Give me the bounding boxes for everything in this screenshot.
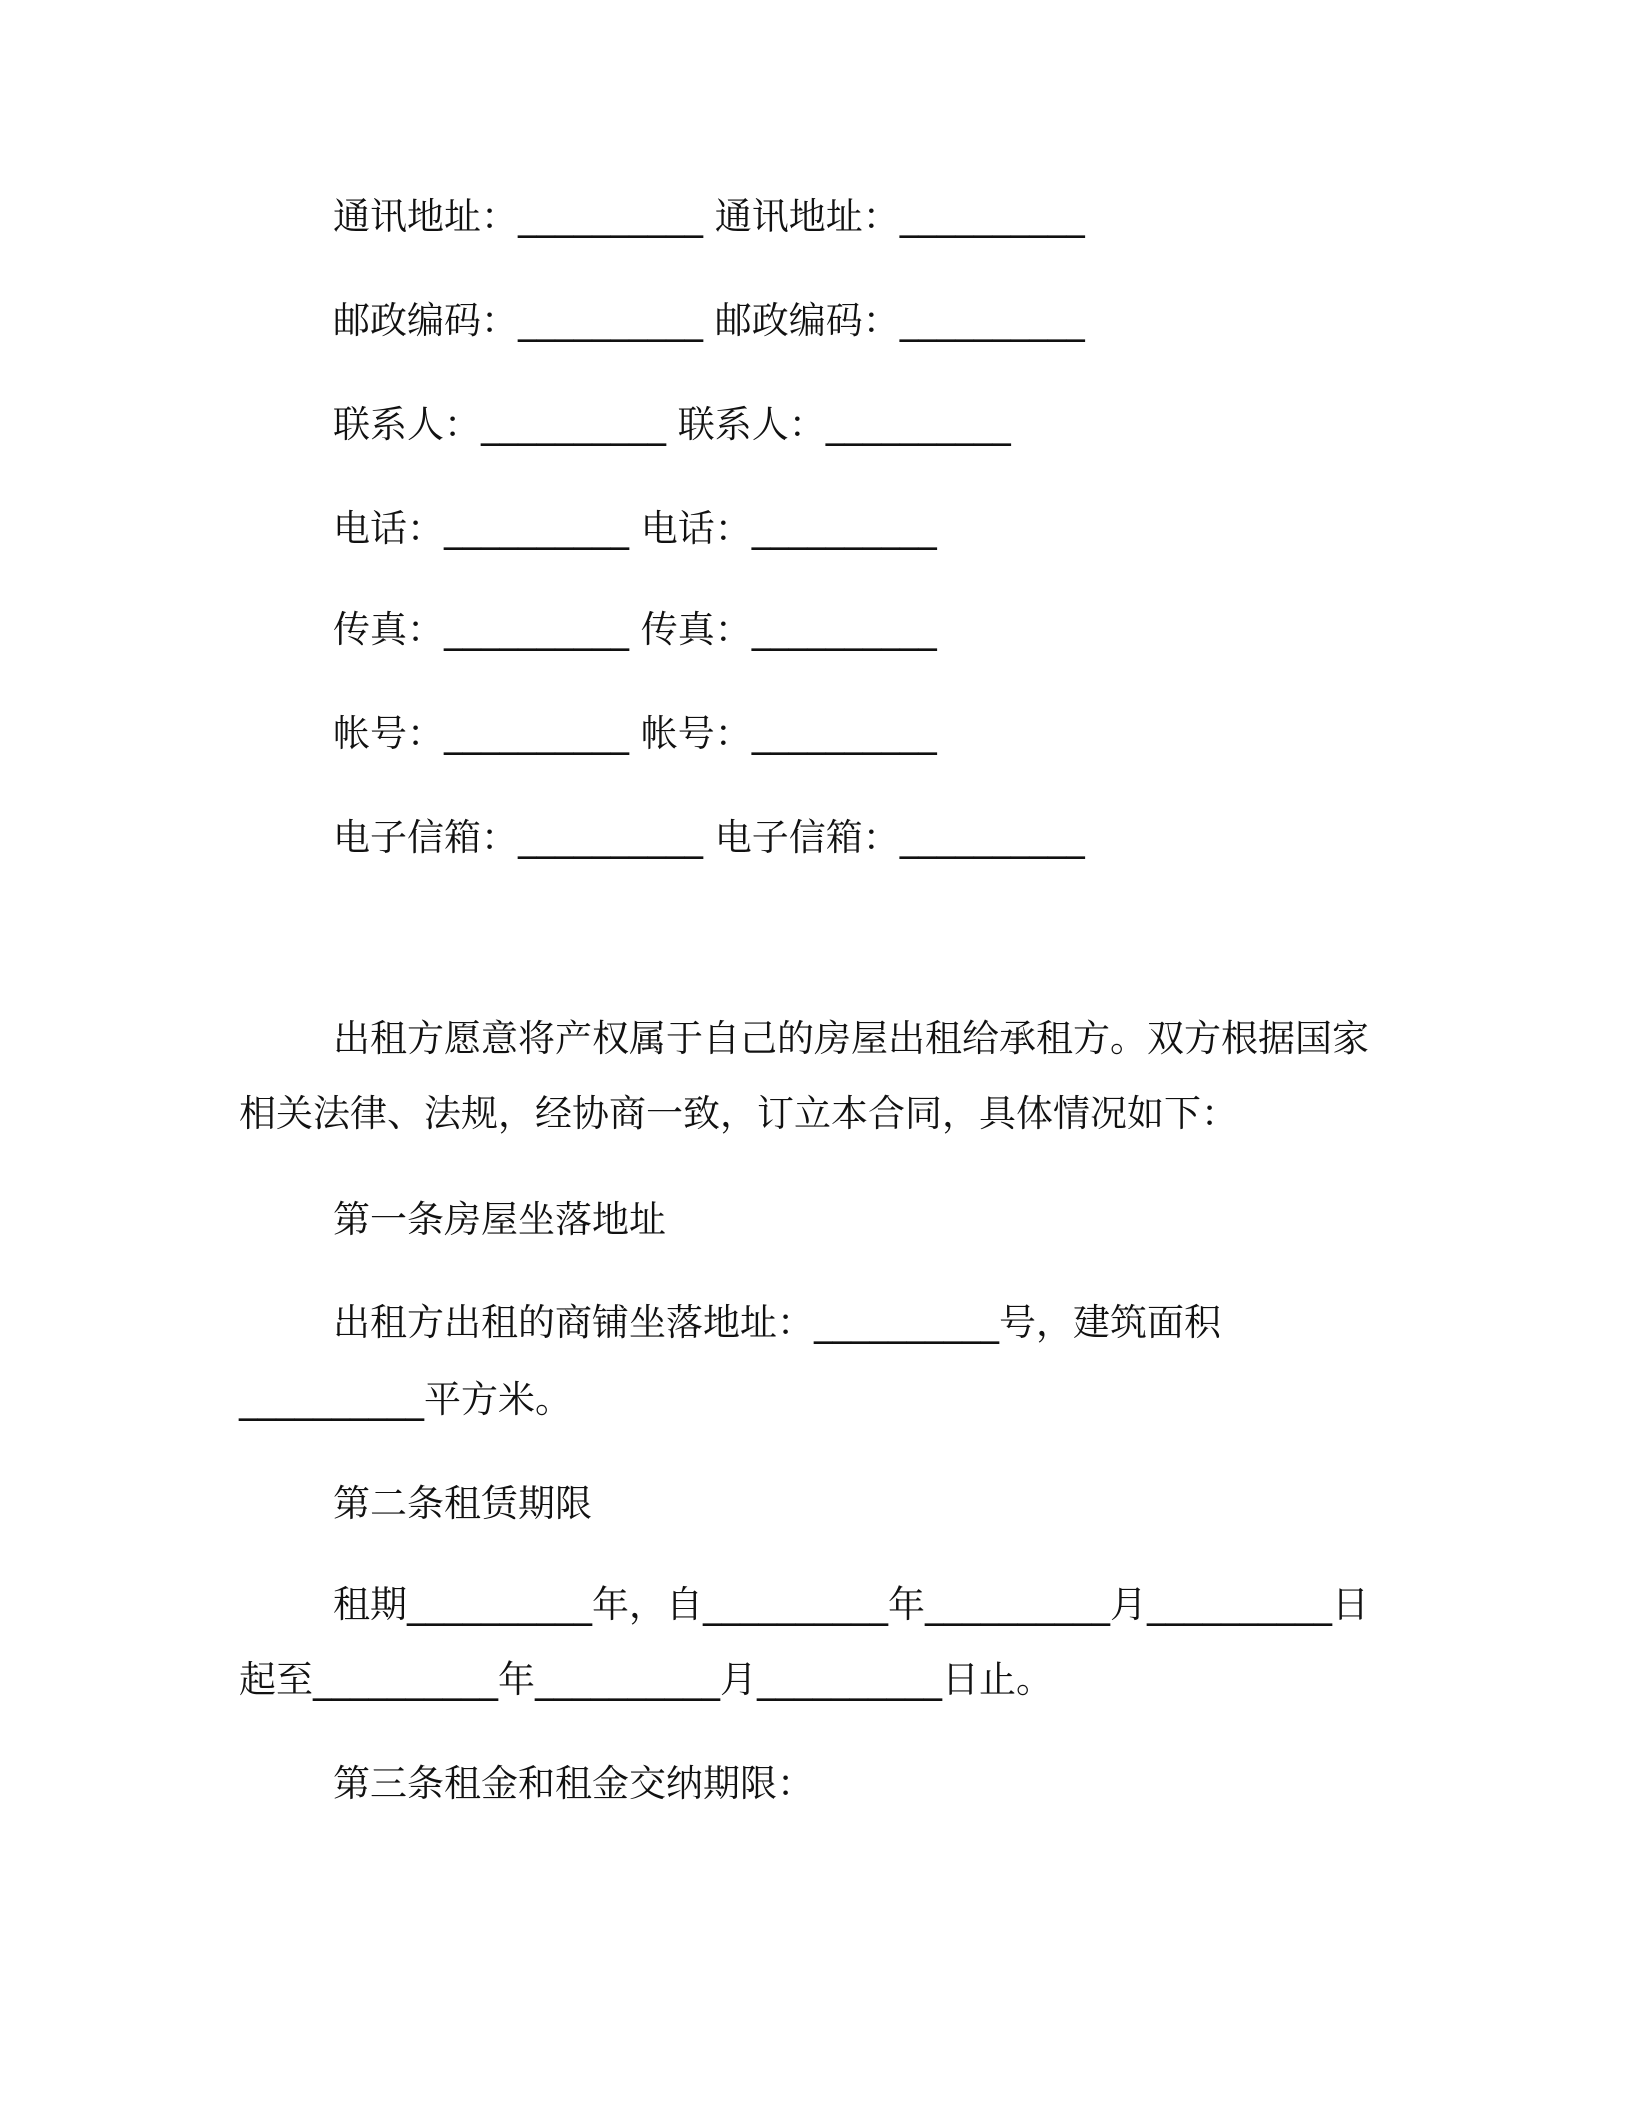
article-2-line-1: 租期__________年，自__________年__________月__________日 xyxy=(333,1583,1369,1626)
article-1-line-2: __________平方米。 xyxy=(239,1378,572,1421)
article-1-line-1: 出租方出租的商铺坐落地址：__________号，建筑面积 xyxy=(333,1301,1221,1344)
intro-paragraph-line-2: 相关法律、法规，经协商一致，订立本合同，具体情况如下： xyxy=(239,1092,1238,1135)
contact-fax-row: 传真：__________ 传真：__________ xyxy=(333,608,937,651)
contact-address-row: 通讯地址：__________ 通讯地址：__________ xyxy=(333,195,1085,238)
article-3-heading: 第三条租金和租金交纳期限： xyxy=(333,1762,814,1805)
contact-account-row: 帐号：__________ 帐号：__________ xyxy=(333,712,937,755)
contact-phone-row: 电话：__________ 电话：__________ xyxy=(333,507,937,550)
contact-email-row: 电子信箱：__________ 电子信箱：__________ xyxy=(333,816,1085,859)
contact-postcode-row: 邮政编码：__________ 邮政编码：__________ xyxy=(333,299,1085,342)
article-2-line-2: 起至__________年__________月__________日止。 xyxy=(239,1658,1053,1701)
article-1-heading: 第一条房屋坐落地址 xyxy=(333,1198,666,1241)
intro-paragraph-line-1: 出租方愿意将产权属于自己的房屋出租给承租方。双方根据国家 xyxy=(333,1017,1369,1060)
contact-person-row: 联系人：__________ 联系人：__________ xyxy=(333,403,1011,446)
article-2-heading: 第二条租赁期限 xyxy=(333,1482,592,1525)
